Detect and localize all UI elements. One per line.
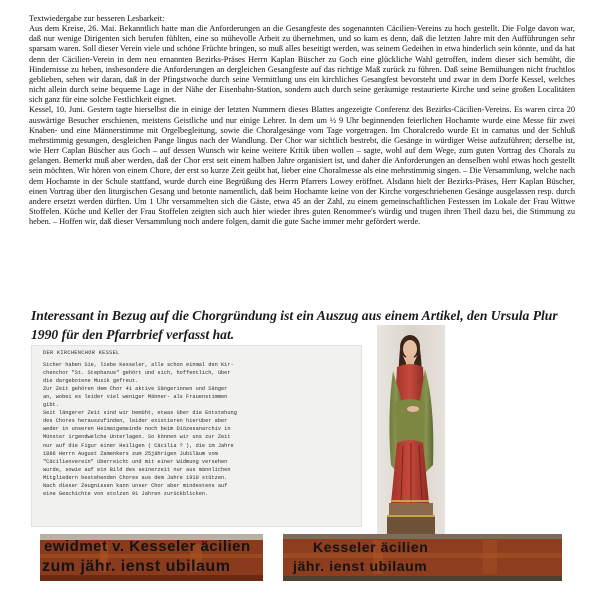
article-scan-line: des Chores herauszufinden, leider existieren hierüber aber — [43, 418, 228, 425]
transcription-paragraph: Aus dem Kreise, 26. Mai. Bekanntlich hatte man die Anforderungen an die Gesangfeste des sogenannten Cäcilien-Vereins zu hoch gestellt. Die Folge davon war, daß nur wenige Dirigenten sich berufen fühlten, eine so mühevolle Arbeit zu übernehmen, und so kam es denn, daß die letzten Jahre mit den Aufführungen sehr sparsam waren. Soll dieser Verein viele und schöne Früchte bringen, so muß alles beseitigt werden, was seinem Gedeihen in etwa hinderlich sein könnte, und da hat denn der Cäcilien-Verein in dem neu ernannten Bezirks-Präses Herrn Kaplan Büscher zu Goch eine glückliche Wahl getroffen, indem dieser sich bemüht, die Hindernisse zu heben, insbesondere die Anforderungen an dergleichen Gesangfeste auf das richtige Maß zurück zu führen. Daß seine Bemühungen nicht fruchtlos geblieben, sehen wir daran, daß in der Pfingstwoche durch seine Vermittlung uns ein kirchliches Gesangfest bevorsteht und zwar in dem Dorfe Kessel, welches nicht allein durch seine bequeme Lage in der Nähe der Eisenbahn-Station, sondern auch durch seine geräumige restaurierte Kirche und seine großen Localitäten sich ganz für eine solche Festlichkeit eignet. — [29, 24, 575, 105]
article-scan-line: die dargebotene Musik gefreut. — [43, 378, 139, 385]
plaque-left-line2: zum jähr. ienst ubilaum — [42, 558, 231, 575]
transcription-paragraph: Kessel, 10. Juni. Gestern tagte hierselbst die in einige der letzten Nummern dieses Blattes angezeigte Conferenz des Bezirks-Cäcilien-Vereins. Es waren circa 20 auswärtige Besucher erschienen, meistens Geistliche und nur einige Lehrer. In dem um ½ 9 Uhr beginnenden feierlichen Hochamte wurde eine Messe für zwei Knaben- und eine Männerstimme mit Orgelbegleitung, sowie die Choralgesänge vom Tage vorgetragen. Im Choralcredo wurde Et in carnatus und der Schluß mehrstimmig gesungen, desgleichen Pange lingus nach der Wandlung. Der Chor war sichtlich bestrebt, die Gesänge in würdiger Weise aufzuführen; derselbe ist, wie Herr Caplan Büscher aus Goch – auf dessen Wunsch wir keine weitere Kritik üben wollen – sagte, wohl auf dem Wege, zum guten Vortrag des Chorals zu gelangen. Bemerkt muß aber werden, daß der Chor erst seit einem halben Jahre organisiert ist, und daher die Anforderungen an denselben wohl etwas hoch gestellt sein möchten. Wir hören von einem Chore, der erst so kurze Zeit geübt hat, lieber eine Choralmesse als eine mehrstimmig singen. – Die Versammlung, welche nach dem Hochamte in der Schule stattfand, wurde durch eine Begrüßung des Herrn Pfarrers Lowey eröffnet. Alsdann hielt der Bezirks-Präses, Herr Kaplan Büscher, einen Vortrag über den liturgischen Gesang und betonte namentlich, daß beim Hochamte keine von der Kirche vorgeschriebenen Gesänge ausgelassen resp. durch andere ersetzt werden dürften. Um 1 Uhr versammelten sich die Gäste, etwa 45 an der Zahl, zu einem gemeinschaftlichen Festessen im Lokale der Frau Wittwe Stoffelen. Küche und Keller der Frau Stoffelen zeigten sich auch hier wieder ihres guten Renommee's würdig und trugen ihren Theil dazu bei, die Stimmung zu heben. – Hoffen wir, daß dieser Versammlung noch andere folgen, damit die gute Sache immer mehr gefördert werde. — [29, 105, 575, 227]
transcription-text — [29, 14, 575, 227]
transcription-label: Textwiedergabe zur besseren Lesbarkeit: — [29, 14, 165, 23]
article-scan-line: "Cäcilienverein" überreicht und mit einer Widmung versehen — [43, 458, 228, 465]
plaque-right-line1: Kesseler äcilien — [313, 539, 429, 555]
article-scan-line: chenchor "St. Stephanus" gehört und sich, hoffentlich, über — [43, 370, 231, 377]
article-scan-line: Sicher haben Sie, liebe Kesseler, alle schon einmal den Kir- — [43, 362, 234, 369]
article-scan-line: an, wobei es leider viel weniger Männer- als Frauenstimmen — [43, 394, 228, 401]
article-scan-line: eine Geschichte von stolzen 91 Jahren zurückblicken. — [43, 490, 209, 497]
plaque-left-line1: ewidmet v. Kesseler äcilien — [44, 538, 251, 555]
article-scan-line: wurde, sowie auf ein Bild des seinerzeit nur aus männlichen — [43, 466, 231, 473]
article-scan-line: Zur Zeit gehören dem Chor 41 aktive Sängerinnen und Sänger — [43, 386, 228, 393]
article-scan-line: Mitgliedern bestehenden Chores aus dem Jahre 1910 stützen. — [43, 474, 228, 481]
article-scan-line: Nach dieser Zeugnissen kann unser Chor aber mindestens auf — [43, 482, 228, 489]
article-scan-line: Seit längerer Zeit sind wir bemüht, etwas über die Entstehung — [43, 410, 237, 417]
section-heading: Interessant in Bezug auf die Chorgründung ist ein Auszug aus einem Artikel, den Ursula Plur 1990 für den Pfarrbrief verfasst hat. — [31, 308, 558, 342]
saint-statue-photo — [377, 325, 445, 535]
article-scan-title: DER KIRCHENCHOR KESSEL — [43, 350, 120, 356]
article-scan-line: weder in unseren Heimatgemeinde noch beim Diözesanarchiv in — [43, 426, 231, 433]
plaque-photo-right — [283, 534, 562, 581]
plaque-right-line2: jähr. ienst ubilaum — [293, 558, 428, 574]
article-scan-line: gibt. — [43, 402, 59, 409]
article-scan-line: nur auf die Figur einer Heiligen ( Cäcilia ? ), die im Jahre — [43, 442, 234, 449]
article-scan-image — [31, 345, 362, 527]
article-scan-line: Münster irgendwelche Unterlagen. So können wir uns zur Zeit — [43, 434, 231, 441]
article-scan-line: 1886 Herrn August Zamenkers zum 25jährigen Jubiläum vom — [43, 450, 218, 457]
saint-statue-illustration — [377, 325, 445, 535]
plaque-photo-left — [40, 534, 263, 581]
